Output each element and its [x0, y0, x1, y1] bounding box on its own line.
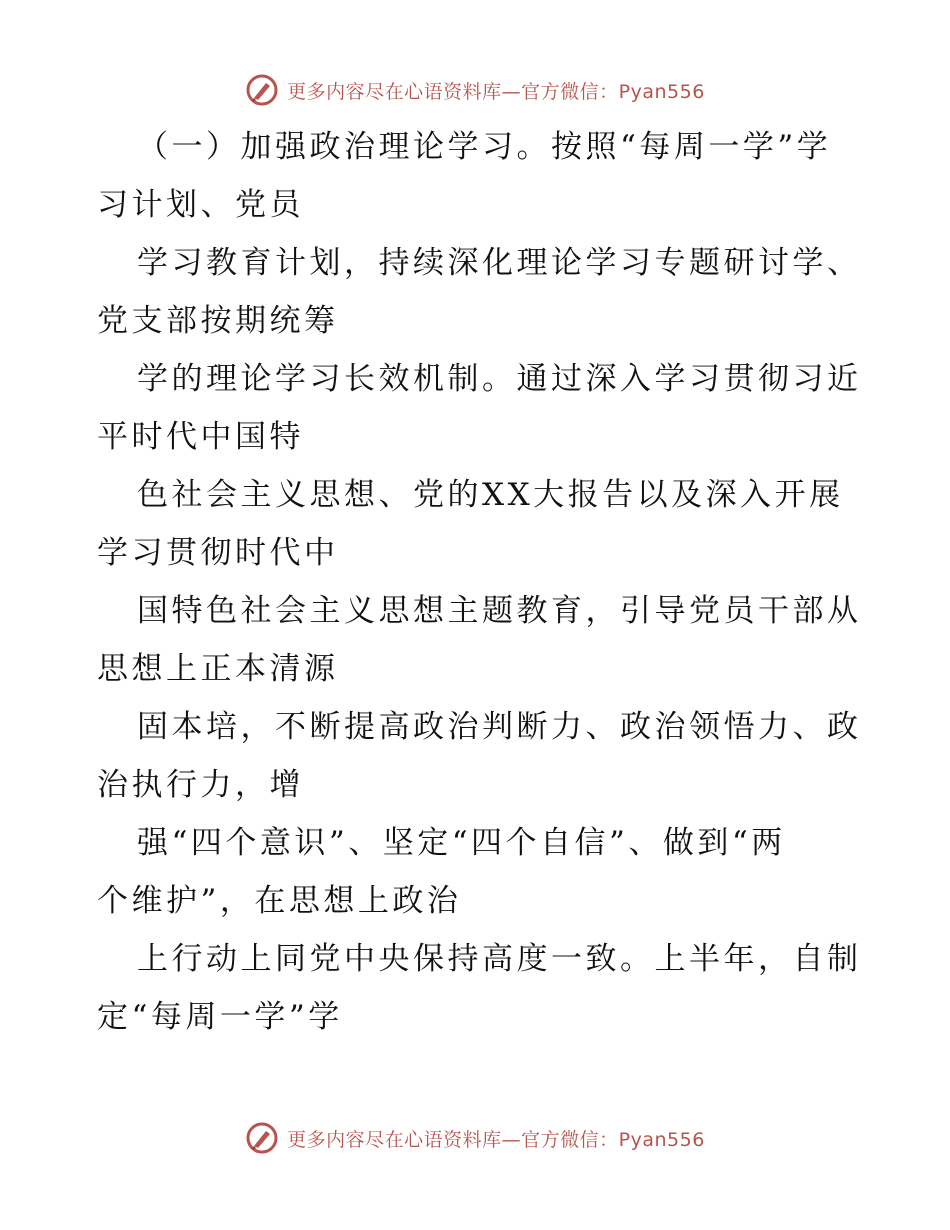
document-body [97, 118, 862, 1046]
text-line: 固本培，不断提高政治判断力、政治领悟力、政 [137, 709, 862, 745]
pen-nib-logo-icon [245, 73, 279, 107]
text-line: 党支部按期统筹 [97, 303, 339, 339]
text-line: 思想上正本清源 [97, 651, 339, 687]
watermark-text: 更多内容尽在心语资料库—官方微信：Pyan556 [287, 80, 705, 103]
watermark-header [0, 70, 950, 110]
text-line: 上行动上同党中央保持高度一致。上半年，自制 [137, 941, 862, 977]
text-line: 平时代中国特 [97, 419, 304, 455]
text-line: 学的理论学习长效机制。通过深入学习贯彻习近 [137, 361, 862, 397]
pen-nib-logo-icon [245, 1121, 279, 1155]
text-line: 国特色社会主义思想主题教育，引导党员干部从 [137, 593, 862, 629]
text-line: 学习教育计划，持续深化理论学习专题研讨学、 [137, 245, 862, 281]
text-line: （一）加强政治理论学习。按照“每周一学”学 [137, 129, 832, 165]
watermark-footer [0, 1118, 950, 1158]
text-line: 强“四个意识”、坚定“四个自信”、做到“两 [137, 825, 786, 861]
text-line: 学习贯彻时代中 [97, 535, 339, 571]
text-line: 定“每周一学”学 [97, 999, 343, 1035]
text-line: 个维护”，在思想上政治 [97, 883, 462, 919]
text-line: 习计划、党员 [97, 187, 304, 223]
text-line: 治执行力，增 [97, 767, 304, 803]
text-line: 色社会主义思想、党的XX大报告以及深入开展 [137, 477, 844, 513]
watermark-text: 更多内容尽在心语资料库—官方微信：Pyan556 [287, 1128, 705, 1151]
